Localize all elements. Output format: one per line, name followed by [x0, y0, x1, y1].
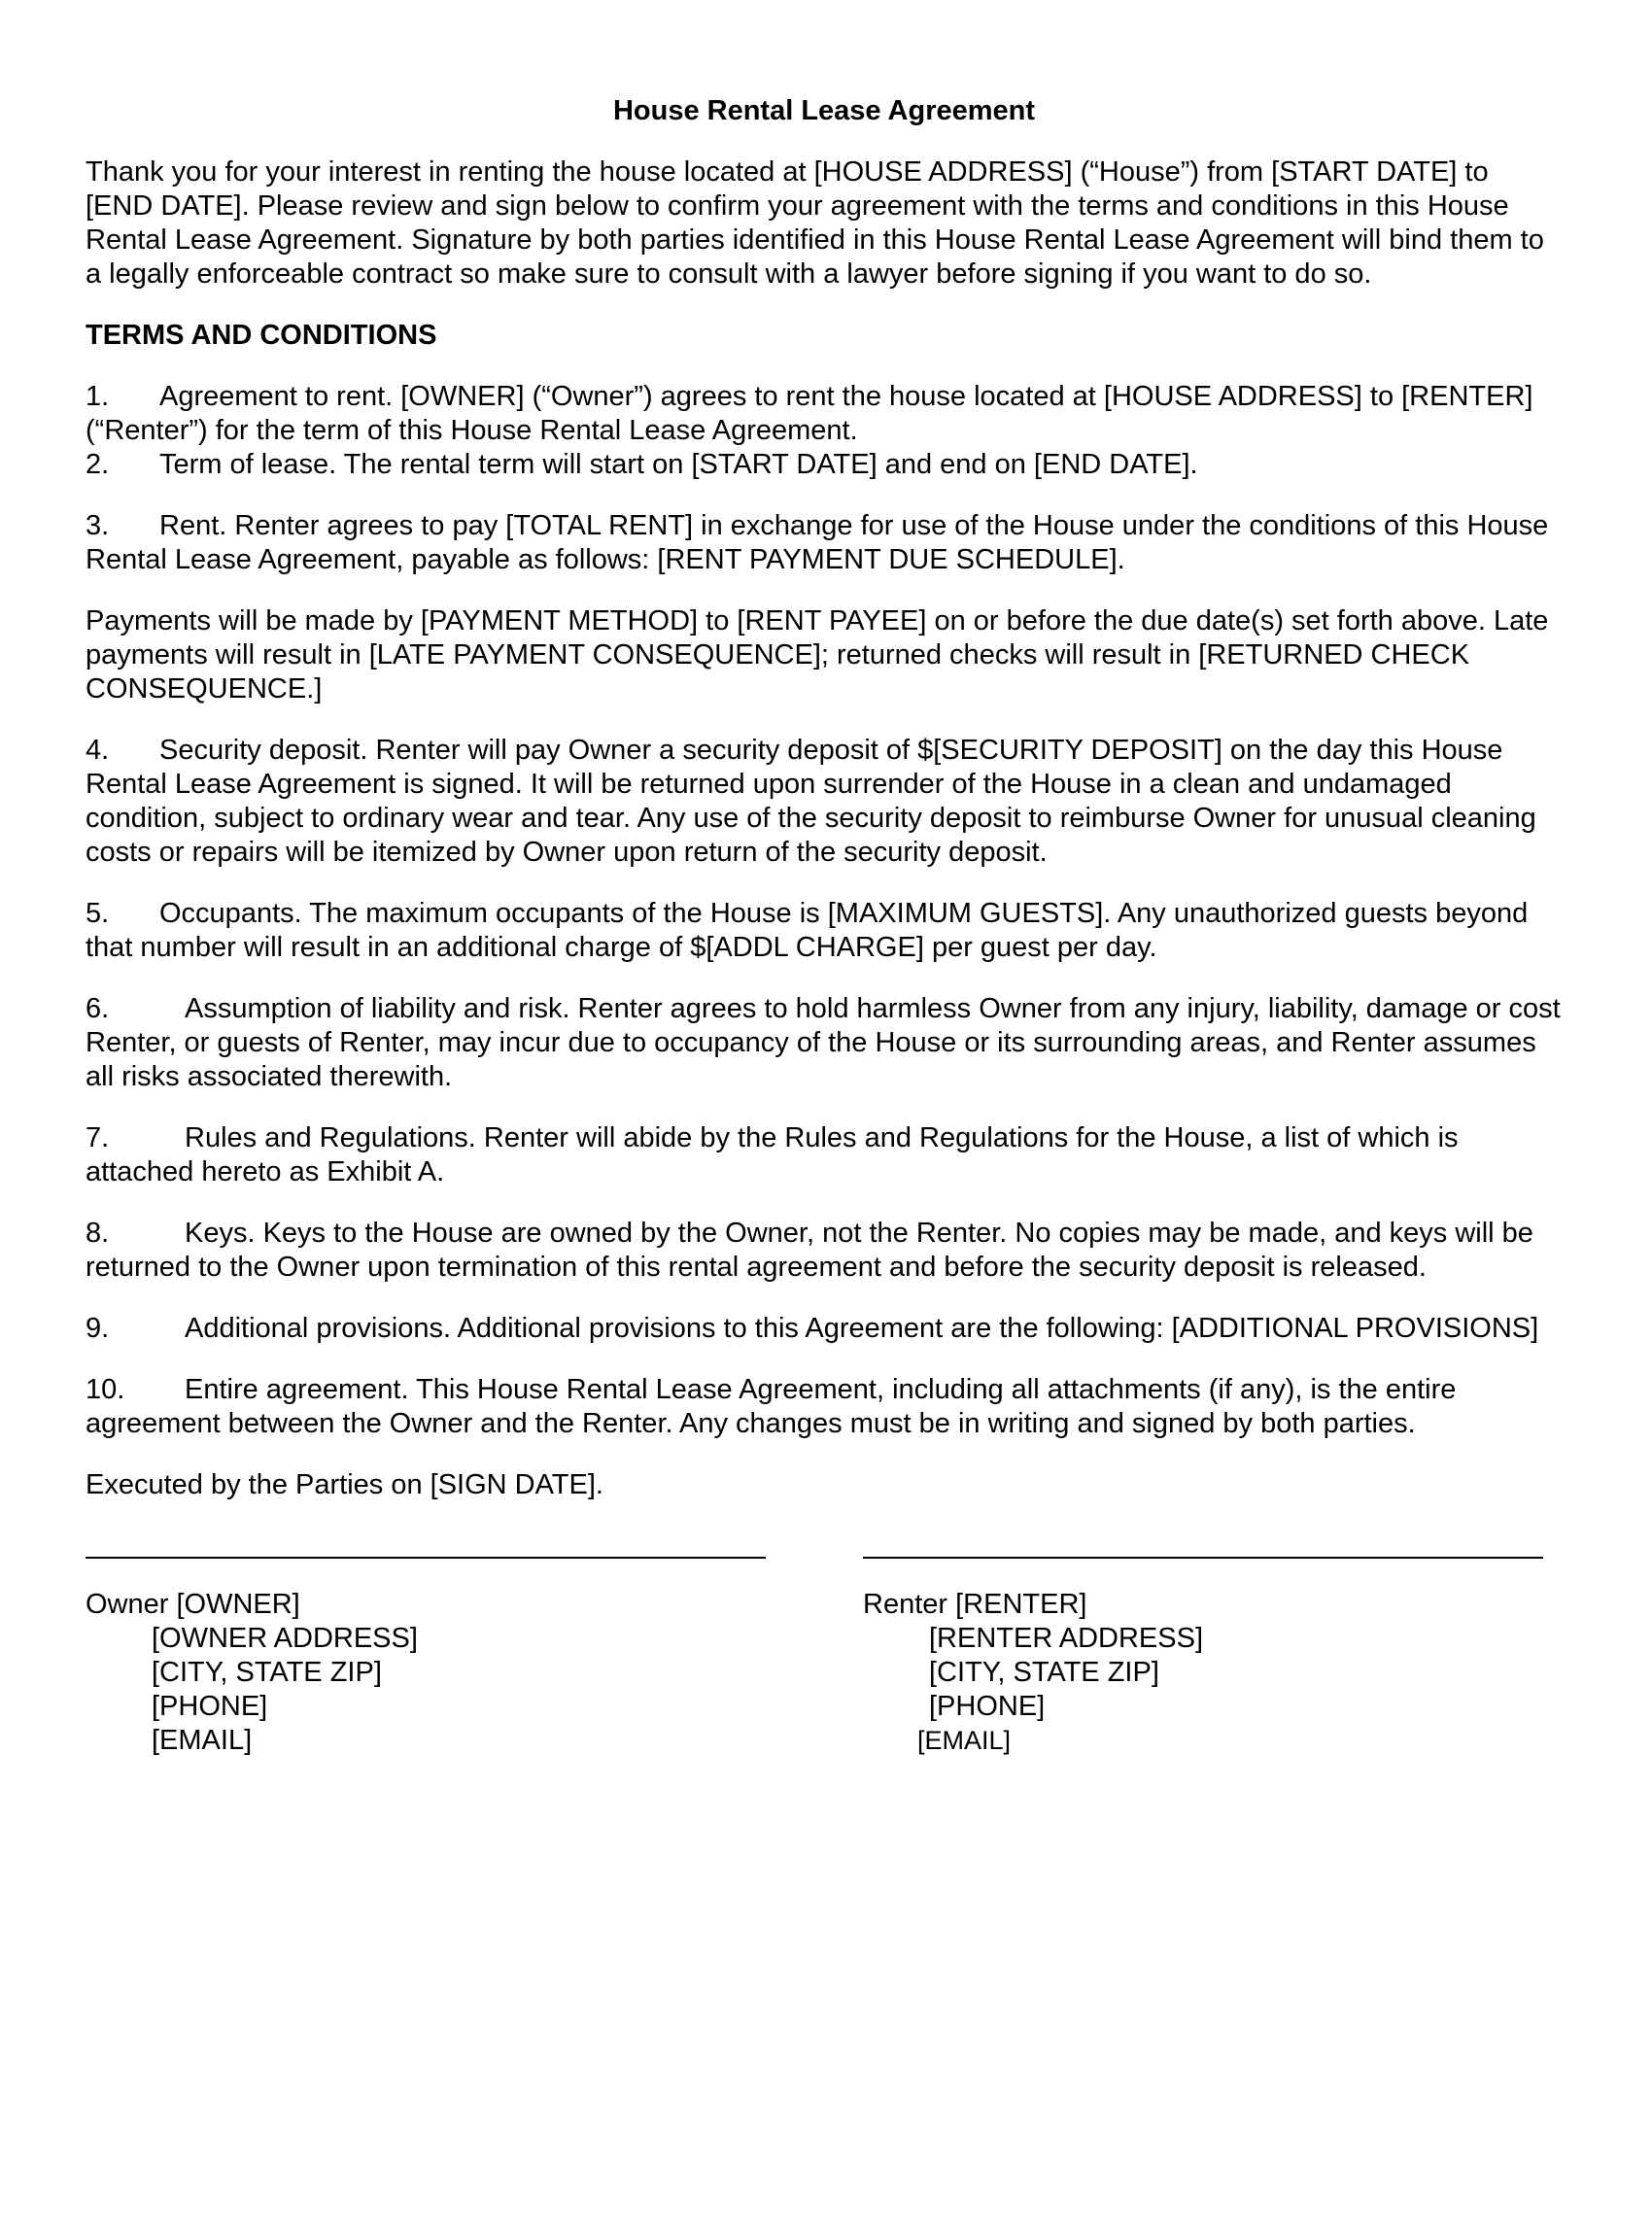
owner-phone: [PHONE]: [152, 1691, 268, 1722]
owner-label: Owner [OWNER]: [86, 1589, 300, 1620]
clause-number: 3.: [86, 510, 110, 541]
clause-number: 9.: [86, 1313, 110, 1344]
clause-text: Agreement to rent. [OWNER] (“Owner”) agrees to rent the house located at [HOUSE ADDRESS] to [RENTER] (“Renter”) for the term of this House Rental Lease Agreement.: [86, 381, 1533, 446]
clause-text: Term of lease. The rental term will start on [START DATE] and end on [END DATE].: [159, 449, 1198, 480]
clause-4: [86, 734, 1563, 870]
clause-number: 10.: [86, 1374, 125, 1405]
clause-7: [86, 1121, 1563, 1189]
owner-signature-line: [86, 1557, 766, 1559]
clause-8: [86, 1217, 1563, 1285]
clause-6: [86, 992, 1563, 1094]
clause-text: Rent. Renter agrees to pay [TOTAL RENT] in exchange for use of the House under the conditions of this House Rental Lease Agreement, payable as follows: [RENT PAYMENT DUE SCHEDULE].: [86, 510, 1549, 575]
renter-email: [EMAIL]: [917, 1726, 1012, 1755]
clause-text: Rules and Regulations. Renter will abide by the Rules and Regulations for the House, a list of which is attached hereto as Exhibit A.: [86, 1122, 1459, 1187]
clause-3: [86, 509, 1563, 577]
document-title: House Rental Lease Agreement: [612, 95, 1036, 126]
clause-number: 7.: [86, 1122, 110, 1153]
clause-2: [86, 448, 1563, 482]
clause-text: Additional provisions. Additional provisions to this Agreement are the following: [ADDITIONAL PROVISIONS]: [185, 1313, 1539, 1344]
clause-text: Occupants. The maximum occupants of the House is [MAXIMUM GUESTS]. Any unauthorized guests beyond that number will result in an additional charge of $[ADDL CHARGE] per guest per day.: [86, 898, 1529, 963]
clause-number: 5.: [86, 898, 110, 929]
clause-text: Keys. Keys to the House are owned by the Owner, not the Renter. No copies may be made, and keys will be returned to the Owner upon termination of this rental agreement and before the security deposit is released.: [86, 1218, 1533, 1283]
renter-city: [CITY, STATE ZIP]: [929, 1657, 1159, 1688]
owner-signature-column: [86, 1557, 766, 1758]
executed-line: Executed by the Parties on [SIGN DATE].: [86, 1469, 603, 1500]
clause-text: Security deposit. Renter will pay Owner a security deposit of $[SECURITY DEPOSIT] on the day this House Rental Lease Agreement is signed. It will be returned upon surrender of the House in a clean and undamaged condition, subject to ordinary wear and tear. Any use of the security deposit to reimburse Owner for unusual cleaning costs or repairs will be itemized by Owner upon return of the security deposit.: [86, 735, 1536, 868]
signature-block: [86, 1557, 1563, 1800]
owner-email: [EMAIL]: [152, 1725, 253, 1756]
clause-number: 1.: [86, 381, 110, 412]
document-page: [86, 93, 1563, 1800]
clause-number: 8.: [86, 1218, 110, 1249]
renter-signature-line: [863, 1557, 1543, 1559]
clause-text: Entire agreement. This House Rental Lease Agreement, including all attachments (if any), is the entire agreement between the Owner and the Renter. Any changes must be in writing and signed by both parties.: [86, 1374, 1457, 1439]
clause-number: 6.: [86, 993, 110, 1024]
terms-heading: TERMS AND CONDITIONS: [86, 320, 437, 351]
clause-1: [86, 380, 1563, 448]
renter-phone: [PHONE]: [929, 1691, 1046, 1722]
clause-10: [86, 1373, 1563, 1441]
intro-paragraph: Thank you for your interest in renting the house located at [HOUSE ADDRESS] (“House”) from [START DATE] to [END DATE]. Please review and sign below to confirm your agreement with the terms and conditions in this House Rental Lease Agreement. Signature by both parties identified in this House Rental Lease Agreement will bind them to a legally enforceable contract so make sure to consult with a lawyer before signing if you want to do so.: [86, 156, 1544, 290]
renter-address: [RENTER ADDRESS]: [929, 1623, 1203, 1654]
payments-paragraph: Payments will be made by [PAYMENT METHOD] to [RENT PAYEE] on or before the due date(s) set forth above. Late payments will result in [LATE PAYMENT CONSEQUENCE]; returned checks will result in [RETURNED CHECK CONSEQUENCE.]: [86, 605, 1549, 705]
clause-text: Assumption of liability and risk. Renter agrees to hold harmless Owner from any injury, liability, damage or cost Renter, or guests of Renter, may incur due to occupancy of the House or its surrounding areas, and Renter assumes all risks associated therewith.: [86, 993, 1561, 1092]
renter-signature-column: [863, 1557, 1543, 1758]
clause-5: [86, 897, 1563, 965]
renter-label: Renter [RENTER]: [863, 1589, 1087, 1620]
clause-9: [86, 1312, 1563, 1346]
clause-number: 2.: [86, 449, 110, 480]
owner-city: [CITY, STATE ZIP]: [152, 1657, 382, 1688]
clause-number: 4.: [86, 735, 110, 766]
owner-address: [OWNER ADDRESS]: [152, 1623, 418, 1654]
